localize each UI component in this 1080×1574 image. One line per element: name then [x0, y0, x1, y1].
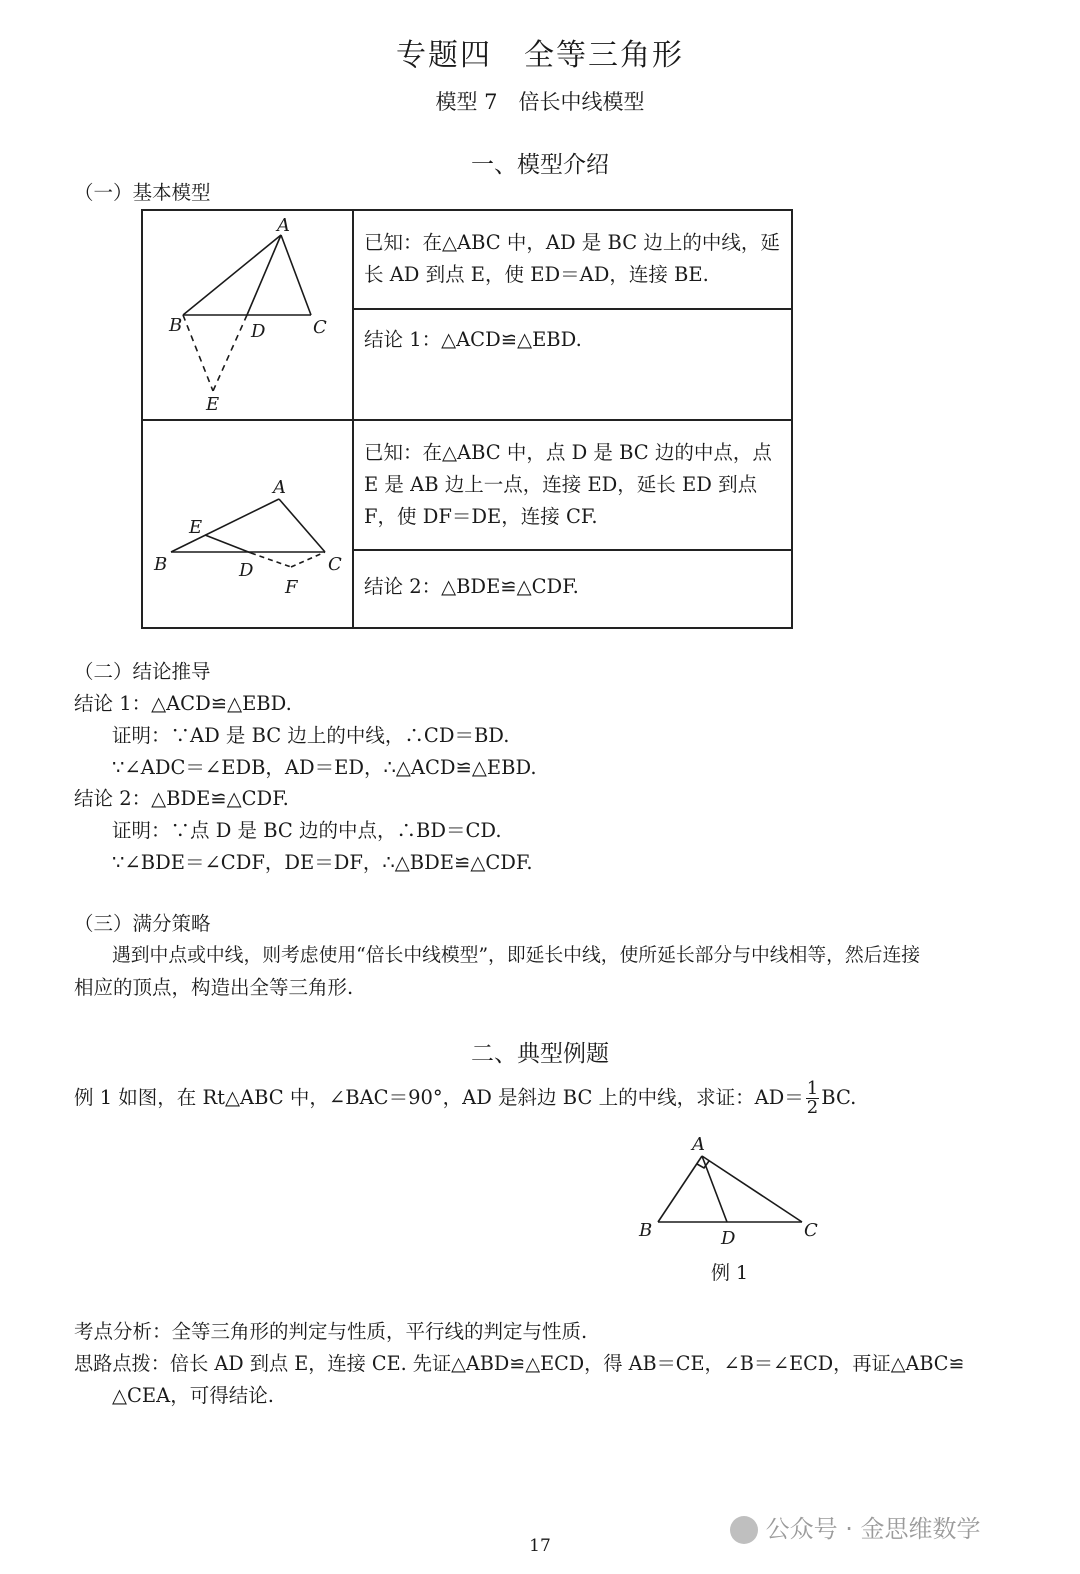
page-title: 专题四 全等三角形	[396, 38, 684, 73]
page-number: 17	[529, 1536, 551, 1556]
ex1-label-C: C	[804, 1220, 818, 1241]
model1-label-A: A	[277, 215, 290, 236]
watermark-text: 公众号 · 金思维数学	[765, 1515, 981, 1543]
model2-label-E: E	[189, 517, 203, 538]
model2-given-cell	[353, 420, 792, 550]
model1-label-E: E	[206, 394, 220, 415]
model2-seg-AC	[279, 499, 325, 552]
model2-given: 已知：在△ABC 中，点 D 是 BC 边的中点，点 E 是 AB 边上一点，连接 ED，延长 ED 到点 F，使 DF＝DE，连接 CF.	[364, 441, 772, 528]
model1-label-B: B	[169, 315, 183, 336]
model1-conclusion-cell	[353, 309, 792, 420]
subheading-strategy: （三）满分策略	[74, 912, 211, 935]
model2-label-F: F	[285, 577, 298, 598]
page-subtitle: 模型 7 倍长中线模型	[435, 90, 645, 114]
model2-conclusion-cell	[353, 550, 792, 628]
strategy-line1: 遇到中点或中线，则考虑使用“倍长中线模型”，即延长中线，使所延长部分与中线相等，然后连接	[112, 945, 921, 966]
model-table	[141, 209, 793, 629]
conclusion1-proof-line1: 证明：∵AD 是 BC 边上的中线，∴CD＝BD.	[112, 724, 510, 747]
model1-seg-BE-dashed	[183, 315, 213, 391]
ex1-label-A: A	[692, 1134, 705, 1155]
model2-figure-cell	[142, 420, 353, 628]
model1-seg-AB	[183, 235, 281, 315]
model2-seg-ED	[205, 535, 251, 553]
ex1-seg-AC	[702, 1156, 802, 1222]
conclusion2-proof-line1: 证明：∵点 D 是 BC 边的中点，∴BD＝CD.	[112, 819, 502, 842]
model2-label-B: B	[154, 554, 168, 575]
model1-given: 已知：在△ABC 中，AD 是 BC 边上的中线，延长 AD 到点 E，使 ED＝AD，连接 BE.	[364, 231, 780, 286]
ex1-label-B: B	[639, 1220, 653, 1241]
ex1-label-D: D	[721, 1228, 736, 1249]
section-heading-intro: 一、模型介绍	[471, 152, 609, 178]
model2-label-D: D	[239, 560, 254, 581]
model2-label-A: A	[273, 477, 286, 498]
example1-caption: 例 1	[711, 1262, 749, 1284]
model1-label-D: D	[251, 321, 266, 342]
conclusion1-heading: 结论 1：△ACD≌△EBD.	[74, 692, 292, 715]
model1-given-cell	[353, 210, 792, 309]
example1-text: 例 1 如图，在 Rt△ABC 中，∠BAC＝90°，AD 是斜边 BC 上的中线，求证：AD＝	[74, 1086, 804, 1109]
subheading-derivation: （二）结论推导	[74, 660, 211, 683]
model2-seg-DF-dashed	[251, 553, 291, 567]
model1-conclusion: 结论 1：△ACD≌△EBD.	[364, 328, 582, 351]
model1-figure-cell	[142, 210, 353, 420]
example1-figure	[630, 1130, 830, 1250]
conclusion2-heading: 结论 2：△BDE≌△CDF.	[74, 787, 289, 810]
conclusion2-proof-line2: ∵∠BDE＝∠CDF，DE＝DF，∴△BDE≌△CDF.	[112, 851, 533, 874]
hint-line2: △CEA，可得结论.	[112, 1384, 274, 1407]
model1-label-C: C	[313, 317, 327, 338]
example1-tail: BC.	[821, 1086, 857, 1109]
ex1-seg-AB	[658, 1156, 702, 1222]
model2-seg-AB	[171, 499, 279, 552]
model1-figure	[143, 211, 352, 419]
fraction-denominator: 2	[806, 1097, 819, 1118]
section-heading-examples: 二、典型例题	[471, 1041, 609, 1067]
subheading-basic-model: （一）基本模型	[74, 181, 211, 204]
model2-conclusion: 结论 2：△BDE≌△CDF.	[364, 575, 579, 599]
example1-statement	[74, 1078, 856, 1118]
model2-seg-CF-dashed	[291, 552, 325, 567]
model1-seg-AC	[281, 235, 311, 315]
hint-line1: 思路点拨：倍长 AD 到点 E，连接 CE. 先证△ABD≌△ECD，得 AB＝CE，∠B＝∠ECD，再证△ABC≌	[74, 1352, 965, 1375]
example1-fraction	[806, 1080, 819, 1117]
model2-label-C: C	[328, 554, 342, 575]
model1-seg-DE-dashed	[213, 315, 247, 391]
conclusion1-proof-line2: ∵∠ADC＝∠EDB，AD＝ED，∴△ACD≌△EBD.	[112, 756, 537, 779]
strategy-line2: 相应的顶点，构造出全等三角形.	[74, 976, 354, 999]
analysis-line: 考点分析：全等三角形的判定与性质，平行线的判定与性质.	[74, 1320, 588, 1343]
model1-seg-AD	[247, 235, 281, 315]
fraction-numerator: 1	[806, 1078, 819, 1099]
model2-figure	[143, 421, 352, 627]
